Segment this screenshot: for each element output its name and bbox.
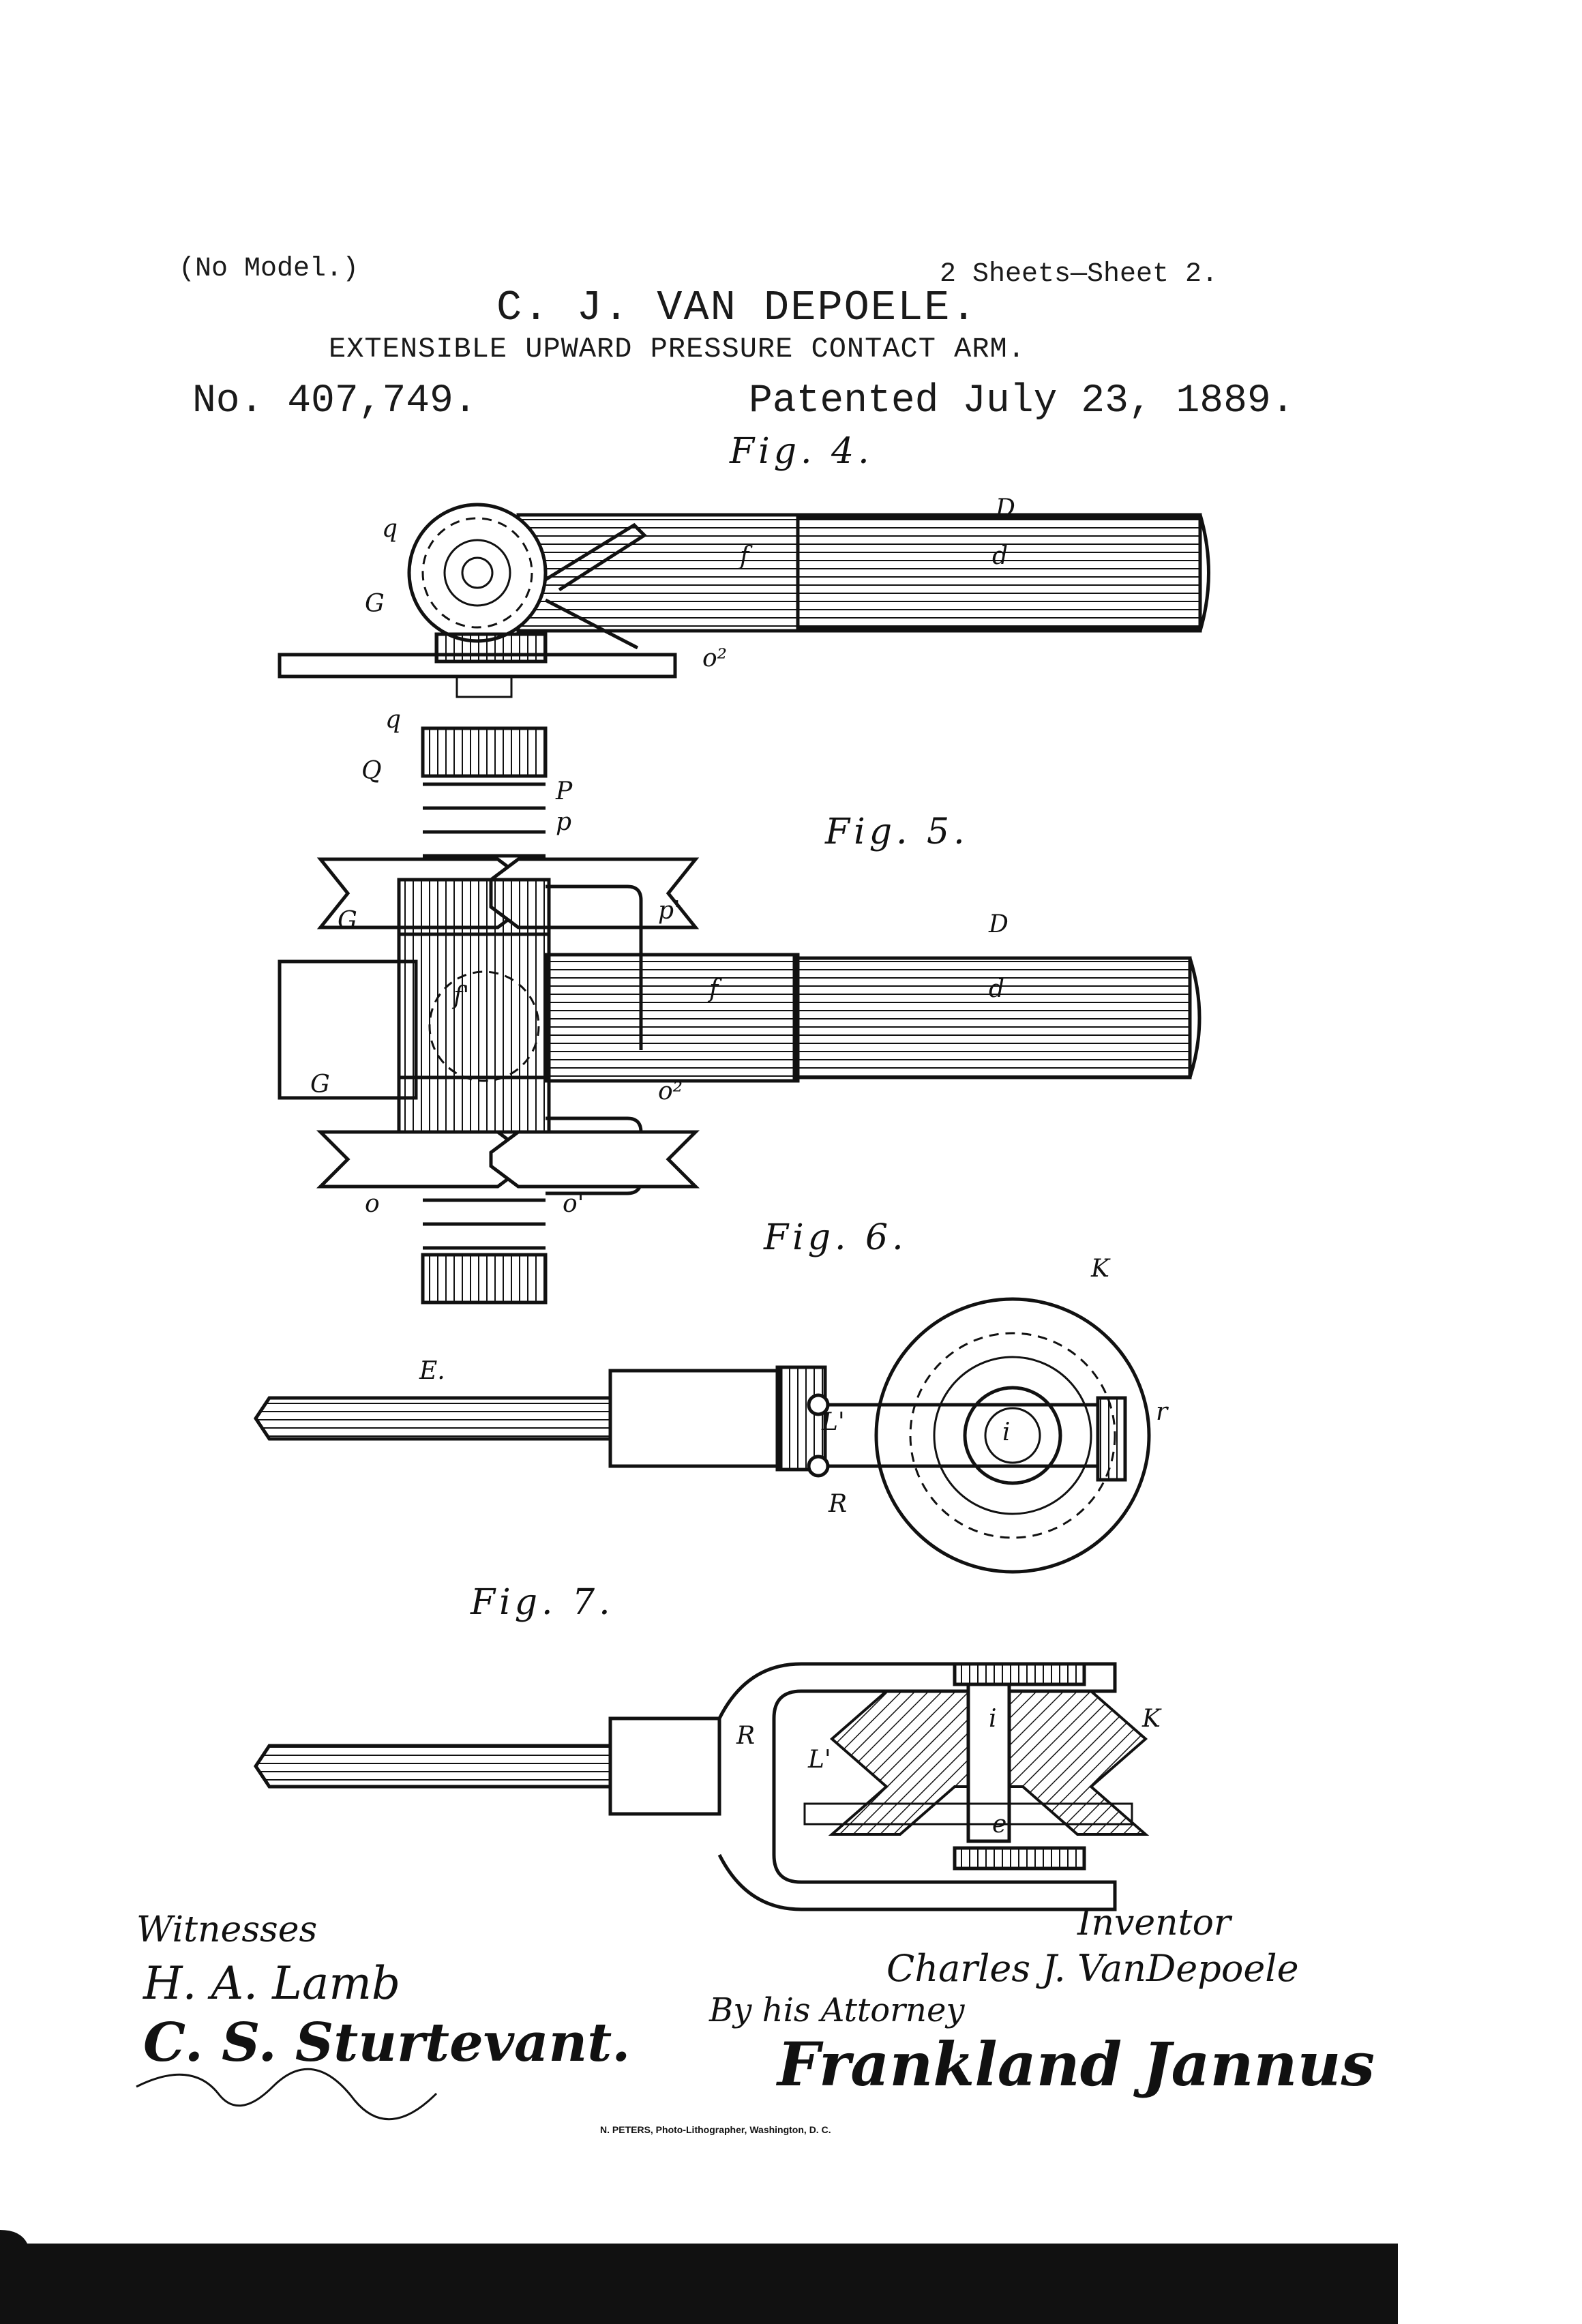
ref-fig4-f: f [740,542,749,570]
attorney-label: By his Attorney [709,1991,965,2029]
ref-fig6-E: E. [419,1357,445,1385]
ref-fig5-q: q [385,706,402,734]
ref-fig5-p: p [556,808,572,836]
ref-fig4-o2: o² [702,644,728,672]
figure-4-drawing [280,505,1209,697]
ref-fig5-o2: o² [658,1077,683,1105]
ref-fig5-d: d [989,975,1005,1003]
figure-4-label: Fig. 4. [730,431,874,472]
figure-5-label: Fig. 5. [825,811,969,852]
ref-fig4-q: q [382,515,398,543]
ref-fig4-d: d [992,542,1009,570]
figure-5-drawing [280,728,1199,1302]
ref-fig5-p-prime: p' [658,897,681,925]
ref-fig7-K: K [1142,1705,1161,1733]
patent-number: No. 407,749. [192,379,477,423]
ref-fig6-L-prime: L' [822,1408,845,1436]
ref-fig6-r: r [1156,1398,1168,1426]
ref-fig7-L-prime: L' [808,1746,831,1774]
witness-signature-1: H. A. Lamb [143,1957,401,2010]
ref-fig6-K: K [1091,1255,1109,1283]
patent-title: EXTENSIBLE UPWARD PRESSURE CONTACT ARM. [329,333,1026,366]
ref-fig4-G: G [365,590,385,618]
figure-6-label: Fig. 6. [764,1217,908,1258]
ref-fig5-o-prime: o' [563,1190,584,1218]
printer-credit: N. PETERS, Photo-Lithographer, Washington, D. C. [600,2124,831,2135]
figure-7-drawing [256,1664,1146,1909]
ref-fig7-R: R [736,1722,756,1750]
ref-fig7-e: e [992,1811,1007,1838]
inventor-signature: Charles J. VanDepoele [886,1947,1299,1990]
ref-fig4-D: D [996,494,1015,522]
witnesses-label: Witnesses [136,1909,318,1950]
model-note: (No Model.) [179,254,359,284]
ref-fig5-G-bottom: G [310,1071,330,1099]
inventor-heading: C. J. VAN DEPOELE. [496,284,978,332]
ref-fig5-f-prime: f' [453,982,470,1010]
ref-fig5-D: D [989,910,1009,938]
ref-fig5-o: o [365,1190,380,1218]
ref-fig5-Q: Q [361,757,382,785]
ref-fig5-P: P [556,777,573,805]
sheet-number: 2 Sheets—Sheet 2. [940,259,1219,290]
ref-fig6-R: R [829,1490,848,1518]
figure-7-label: Fig. 7. [471,1582,614,1623]
ref-fig6-i: i [1002,1418,1011,1446]
attorney-signature: Frankland Jannus [777,2029,1375,2100]
witness-signature-2: C. S. Sturtevant. [143,2012,631,2074]
figure-6-drawing [256,1299,1149,1572]
ref-fig5-f: f [709,975,719,1003]
ref-fig5-G-top: G [338,907,357,935]
inventor-label: Inventor [1077,1903,1231,1943]
ref-fig7-i: i [989,1705,997,1733]
patent-date: Patented July 23, 1889. [749,379,1295,423]
